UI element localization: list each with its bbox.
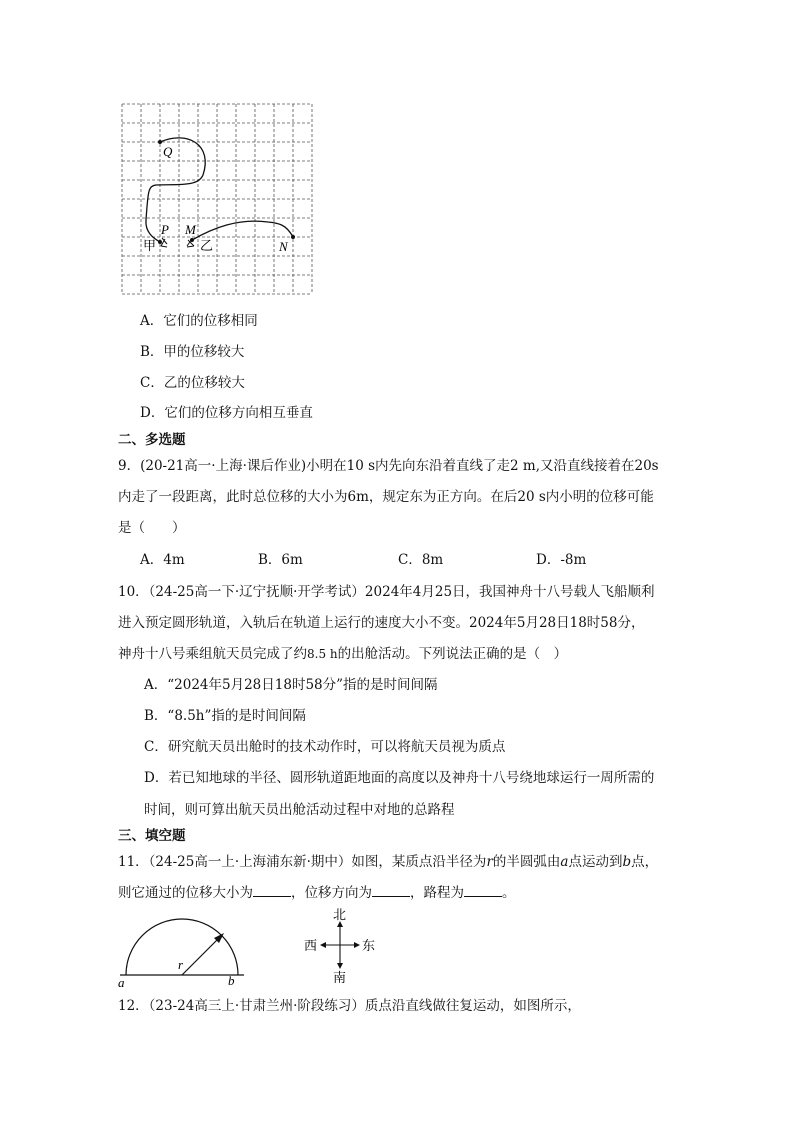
q11-line1 xyxy=(118,853,658,871)
q10-option-c: C．研究航天员出舱时的技术动作时，可以将航天员视为质点 xyxy=(144,739,506,755)
section-title-multi-choice: 二、多选题 xyxy=(118,432,186,448)
q11-line2-a: 则它通过的位移大小为 xyxy=(118,885,253,901)
q11-line1-c: 点运动到 xyxy=(568,854,623,870)
q11-var-a: a xyxy=(560,854,569,870)
label-p: P xyxy=(161,222,169,237)
compass-north: 北 xyxy=(333,908,347,923)
point-p xyxy=(158,240,162,244)
q11-line2-b: ，位移方向为 xyxy=(291,885,372,901)
q11-line2 xyxy=(118,884,516,902)
q9-option-a: A．4m xyxy=(140,552,185,568)
q11-blank-displacement[interactable] xyxy=(253,884,291,897)
q10-duration: 8.5 h xyxy=(307,647,338,661)
q11-line1-b: 的半圆弧由 xyxy=(492,854,561,870)
label-n: N xyxy=(279,239,288,254)
q9-option-c: C．8m xyxy=(398,552,444,568)
q11-line2-d: 。 xyxy=(502,885,516,901)
semicircle-label-b: b xyxy=(228,973,235,988)
jia-trajectory xyxy=(146,138,205,242)
q10-line3-a: 神舟十八号乘组航天员完成了约 xyxy=(118,646,307,662)
q11-line1-a: 11．（24-25高一上·上海浦东新·期中）如图，某质点沿半径为 xyxy=(118,854,487,870)
q11-blank-path[interactable] xyxy=(464,884,502,897)
q11-line1-d: 点， xyxy=(631,854,659,870)
semicircle-figure xyxy=(116,915,246,990)
q9-option-b: B．6m xyxy=(258,552,303,568)
label-jia: 甲 xyxy=(143,239,157,254)
q10-option-b: B．“8.5h”指的是时间间隔 xyxy=(144,708,306,724)
q12-line1: 12．（23-24高三上·甘肃兰州·阶段练习）质点沿直线做往复运动，如图所示， xyxy=(118,998,581,1014)
q9-line3: 是（ ） xyxy=(118,520,186,536)
label-yi: 乙 xyxy=(200,239,214,254)
point-q xyxy=(158,140,162,144)
q8-option-a: A．它们的位移相同 xyxy=(140,313,258,329)
grid-trajectory-figure xyxy=(118,100,318,300)
q10-option-d: D．若已知地球的半径、圆形轨道距地面的高度以及神舟十八号绕地球运行一周所需的 xyxy=(144,770,655,786)
compass-south: 南 xyxy=(333,971,347,985)
q11-var-b: b xyxy=(622,854,632,870)
q10-line1: 10．（24-25高一下·辽宁抚顺·开学考试）2024年4月25日，我国神舟十八号载人飞船顺利 xyxy=(118,584,655,600)
semicircle-label-a: a xyxy=(118,975,125,990)
q10-option-d-continued: 时间，则可算出航天员出舱活动过程中对地的总路程 xyxy=(144,802,455,818)
q9-option-d: D．-8m xyxy=(536,552,587,568)
compass-figure xyxy=(300,905,380,985)
compass-west: 西 xyxy=(304,939,318,954)
label-q: Q xyxy=(163,144,173,159)
label-m: M xyxy=(185,222,196,237)
point-n xyxy=(291,235,295,239)
q10-line3-c: 的出舱活动。下列说法正确的是（ ） xyxy=(337,646,568,662)
section-title-fill-blank: 三、填空题 xyxy=(118,828,186,844)
q11-blank-direction[interactable] xyxy=(372,884,410,897)
compass-east: 东 xyxy=(362,939,376,954)
q9-line2: 内走了一段距离，此时总位移的大小为6m，规定东为正方向。在后20 s内小明的位移可能 xyxy=(118,489,654,505)
q10-option-a: A．“2024年5月28日18时58分”指的是时间间隔 xyxy=(144,677,438,693)
q10-line3 xyxy=(118,645,567,663)
q8-option-c: C．乙的位移较大 xyxy=(140,375,245,391)
q8-option-d: D．它们的位移方向相互垂直 xyxy=(140,405,313,421)
q11-var-r: r xyxy=(486,854,493,870)
q10-line2: 进入预定圆形轨道，入轨后在轨道上运行的速度大小不变。2024年5月28日18时58分， xyxy=(118,615,645,631)
q8-option-b: B．甲的位移较大 xyxy=(140,344,245,360)
q11-line2-c: ，路程为 xyxy=(410,885,464,901)
q9-line1: 9．(20-21高一·上海·课后作业)小明在10 s内先向东沿着直线了走2 m,又沿直线接着在20s xyxy=(118,458,659,474)
semicircle-label-r: r xyxy=(178,957,184,972)
